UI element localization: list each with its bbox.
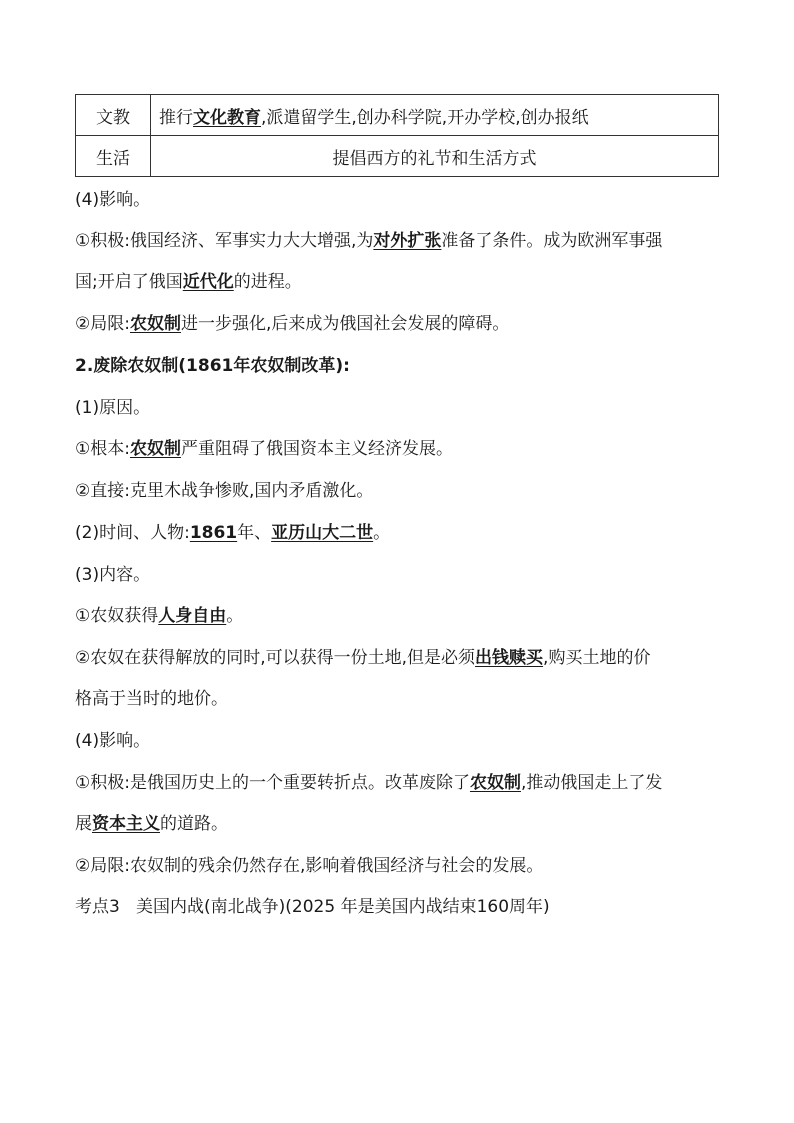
text-line [75, 646, 725, 670]
key-term: 人身自由 [158, 606, 227, 626]
text-line [75, 812, 725, 836]
table-row [76, 95, 719, 136]
text-run: 提倡西方的礼节和生活方式 [332, 148, 537, 169]
text-run: ②直接:克里木战争惨败,国内矛盾激化。 [75, 481, 374, 501]
text-run: 展 [75, 814, 92, 834]
text-line [75, 687, 725, 711]
text-run: ①积极:是俄国历史上的一个重要转折点。改革废除了 [75, 773, 470, 793]
key-term: 亚历山大二世 [271, 523, 374, 543]
text-line [75, 729, 725, 753]
text-run: 考点3 美国内战(南北战争)(2025 年是美国内战结束160周年) [75, 897, 550, 917]
text-run: ,购买土地的价 [543, 648, 651, 668]
text-run: 进一步强化,后来成为俄国社会发展的障碍。 [180, 314, 510, 334]
text-run: (3)内容。 [75, 565, 151, 585]
text-line [75, 270, 725, 294]
text-run: 严重阻碍了俄国资本主义经济发展。 [180, 439, 453, 459]
key-term: 文化教育 [193, 107, 261, 128]
section-heading [75, 354, 725, 378]
text-run: (1)原因。 [75, 398, 151, 418]
row-label: 文教 [76, 95, 151, 136]
row-content [151, 136, 719, 177]
text-run: 国;开启了俄国 [75, 272, 183, 292]
key-term: 农奴制 [129, 314, 181, 334]
text-run: ②局限:农奴制的残余仍然存在,影响着俄国经济与社会的发展。 [75, 856, 544, 876]
text-line [75, 604, 725, 628]
text-run: ②农奴在获得解放的同时,可以获得一份土地,但是必须 [75, 648, 476, 668]
key-term: 农奴制 [129, 439, 181, 459]
row-label: 生活 [76, 136, 151, 177]
text-run: (4)影响。 [75, 731, 151, 751]
text-line [75, 396, 725, 420]
reform-table [75, 94, 719, 177]
key-term: 出钱赎买 [475, 648, 544, 668]
text-run: 的道路。 [160, 814, 228, 834]
key-term: 资本主义 [92, 814, 160, 834]
text-run: 2.废除农奴制(1861年农奴制改革): [75, 356, 350, 376]
text-line [75, 895, 725, 919]
text-line [75, 437, 725, 461]
text-line [75, 229, 725, 253]
text-run: (4)影响。 [75, 190, 151, 210]
text-line [75, 521, 725, 545]
text-line [75, 563, 725, 587]
text-run: ①农奴获得 [75, 606, 159, 626]
row-content [151, 95, 719, 136]
text-line [75, 771, 725, 795]
text-run: ①根本: [75, 439, 130, 459]
text-run: ②局限: [75, 314, 130, 334]
text-run: 准备了条件。成为欧洲军事强 [441, 231, 663, 251]
text-line [75, 188, 725, 212]
text-run: 。 [226, 606, 244, 626]
text-run: ①积极:俄国经济、军事实力大大增强,为 [75, 231, 374, 251]
text-run: (2)时间、人物: [75, 523, 190, 543]
key-term: 对外扩张 [373, 231, 442, 251]
text-run: 的进程。 [233, 272, 302, 292]
key-term: 1861 [189, 523, 238, 543]
text-line [75, 312, 725, 336]
table-row [76, 136, 719, 177]
text-run: 。 [373, 523, 391, 543]
text-run: ,派遣留学生,创办科学院,开办学校,创办报纸 [261, 107, 589, 128]
text-run: 年、 [237, 523, 272, 543]
key-term: 近代化 [182, 272, 234, 292]
text-line [75, 854, 725, 878]
text-line [75, 479, 725, 503]
text-run: ,推动俄国走上了发 [520, 773, 663, 793]
text-run: 格高于当时的地价。 [75, 689, 228, 709]
text-run: 推行 [159, 107, 193, 128]
key-term: 农奴制 [469, 773, 521, 793]
